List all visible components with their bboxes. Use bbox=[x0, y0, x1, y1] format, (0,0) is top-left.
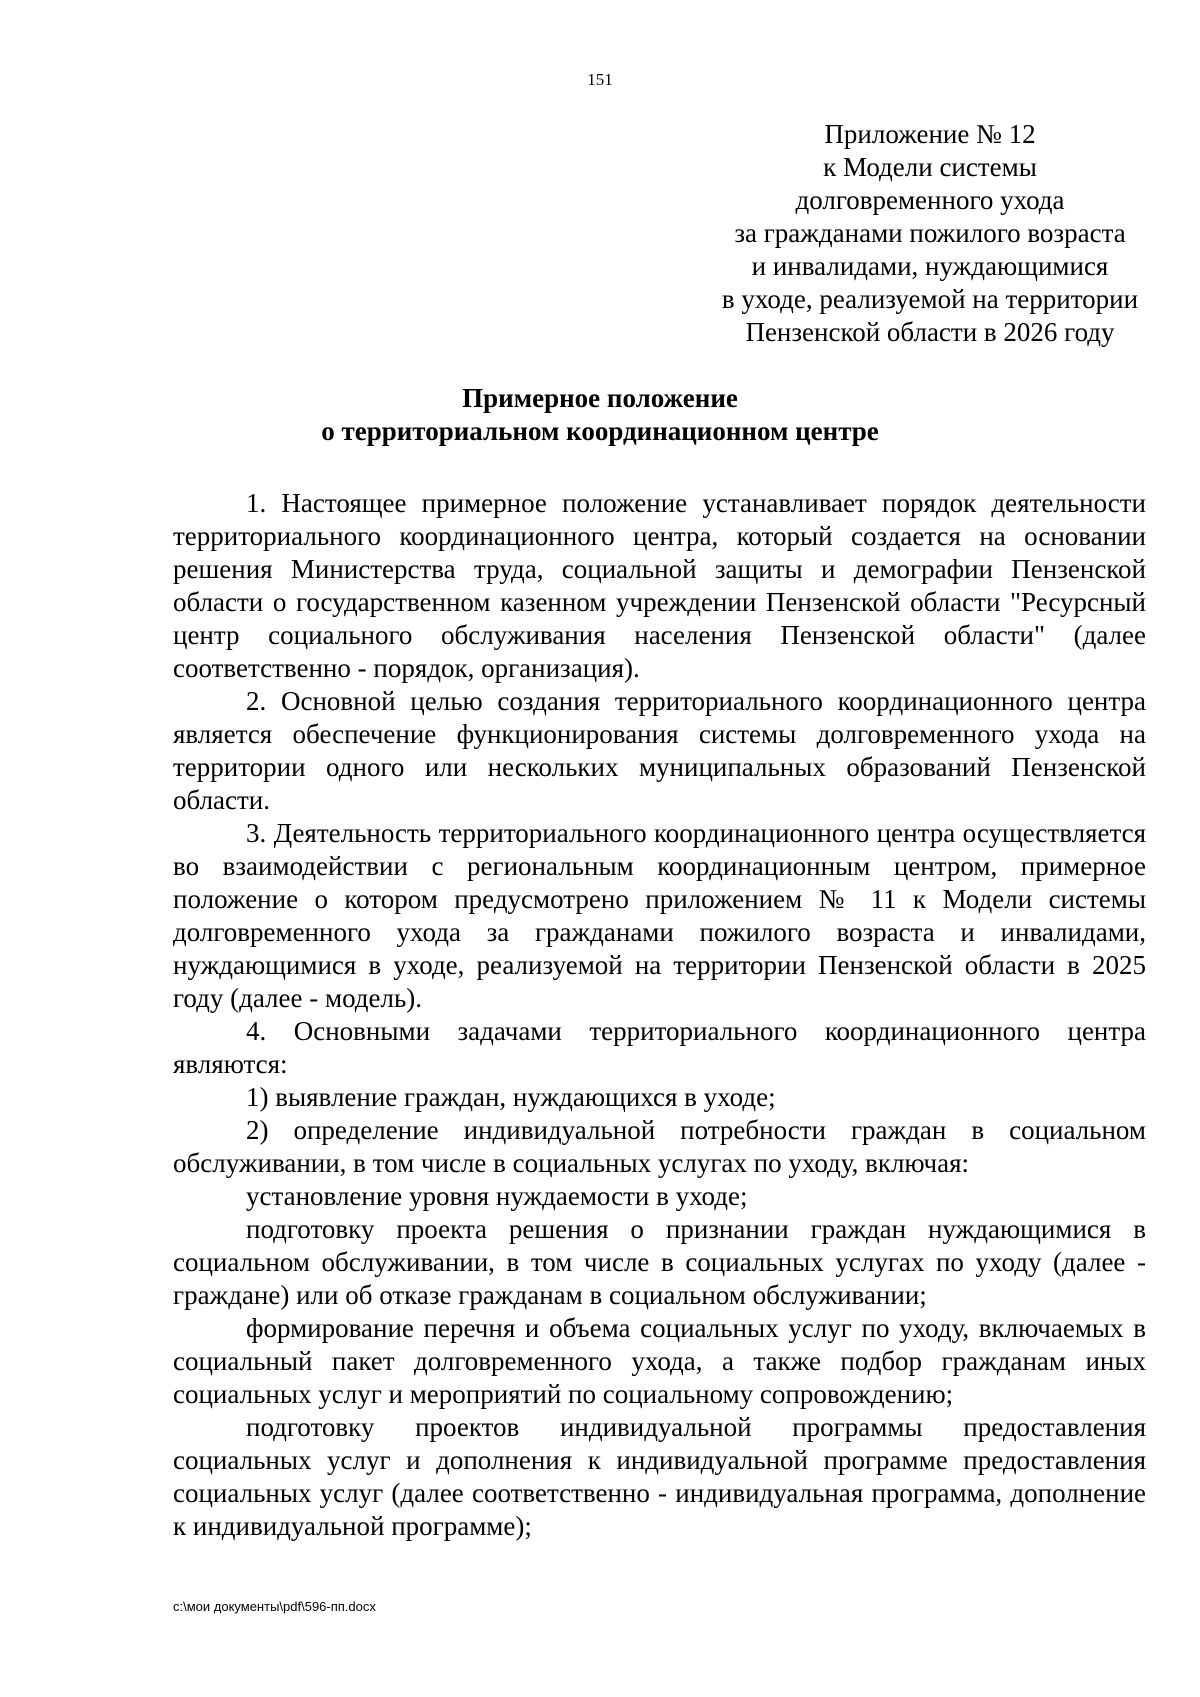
paragraph: подготовку проекта решения о признании граждан нуждающимися в социальном обслуживании, в том числе в социальных услугах по уходу (далее - граждане) или об отказе гражданам в социальном обслуживании; bbox=[173, 1214, 1146, 1310]
paragraph: установление уровня нуждаемости в уходе; bbox=[246, 1181, 748, 1211]
appendix-line: за гражданами пожилого возраста bbox=[734, 218, 1126, 248]
appendix-line: долговременного ухода bbox=[795, 185, 1065, 215]
appendix-header bbox=[700, 118, 1160, 349]
appendix-line: к Модели системы bbox=[823, 152, 1037, 182]
document-body bbox=[173, 487, 1146, 1543]
document-title bbox=[0, 382, 1200, 448]
paragraph: 2. Основной целью создания территориального координационного центра является обеспечение функционирования системы долговременного ухода на территории одного или нескольких муниципальных образований Пензенской области. bbox=[173, 686, 1146, 815]
paragraph: 1) выявление граждан, нуждающихся в уходе; bbox=[246, 1082, 776, 1112]
appendix-line: в уходе, реализуемой на территории bbox=[721, 284, 1139, 314]
appendix-line: и инвалидами, нуждающимися bbox=[751, 251, 1109, 281]
appendix-line: Приложение № 12 bbox=[824, 119, 1036, 149]
paragraph: 3. Деятельность территориального координационного центра осуществляется во взаимодействии с региональным координационным центром, примерное положение о котором предусмотрено приложением № 11 к Модели системы долговременного ухода за гражданами пожилого возраста и инвалидами, нуждающимися в уходе, реализуемой на территории Пензенской области в 2025 году (далее - модель). bbox=[173, 818, 1146, 1013]
paragraph: 1. Настоящее примерное положение устанавливает порядок деятельности территориального координационного центра, который создается на основании решения Министерства труда, социальной защиты и демографии Пензенской области о государственном казенном учреждении Пензенской области "Ресурсный центр социального обслуживания населения Пензенской области" (далее соответственно - порядок, организация). bbox=[173, 488, 1146, 683]
paragraph: формирование перечня и объема социальных услуг по уходу, включаемых в социальный пакет долговременного ухода, а также подбор гражданам иных социальных услуг и мероприятий по социальному сопровождению; bbox=[173, 1313, 1146, 1409]
page-number: 151 bbox=[587, 70, 613, 89]
paragraph: 4. Основными задачами территориального координационного центра являются: bbox=[173, 1016, 1146, 1079]
title-line-2: о территориальном координационном центре bbox=[321, 416, 879, 446]
file-path-footer: c:\мои документы\pdf\596-пп.docx bbox=[173, 1599, 376, 1614]
paragraph: подготовку проектов индивидуальной программы предоставления социальных услуг и дополнения к индивидуальной программе предоставления социальных услуг (далее соответственно - индивидуальная программа, дополнение к индивидуальной программе); bbox=[173, 1412, 1146, 1541]
appendix-line: Пензенской области в 2026 году bbox=[745, 317, 1115, 347]
paragraph: 2) определение индивидуальной потребности граждан в социальном обслуживании, в том числе в социальных услугах по уходу, включая: bbox=[173, 1115, 1146, 1178]
title-line-1: Примерное положение bbox=[462, 383, 738, 413]
